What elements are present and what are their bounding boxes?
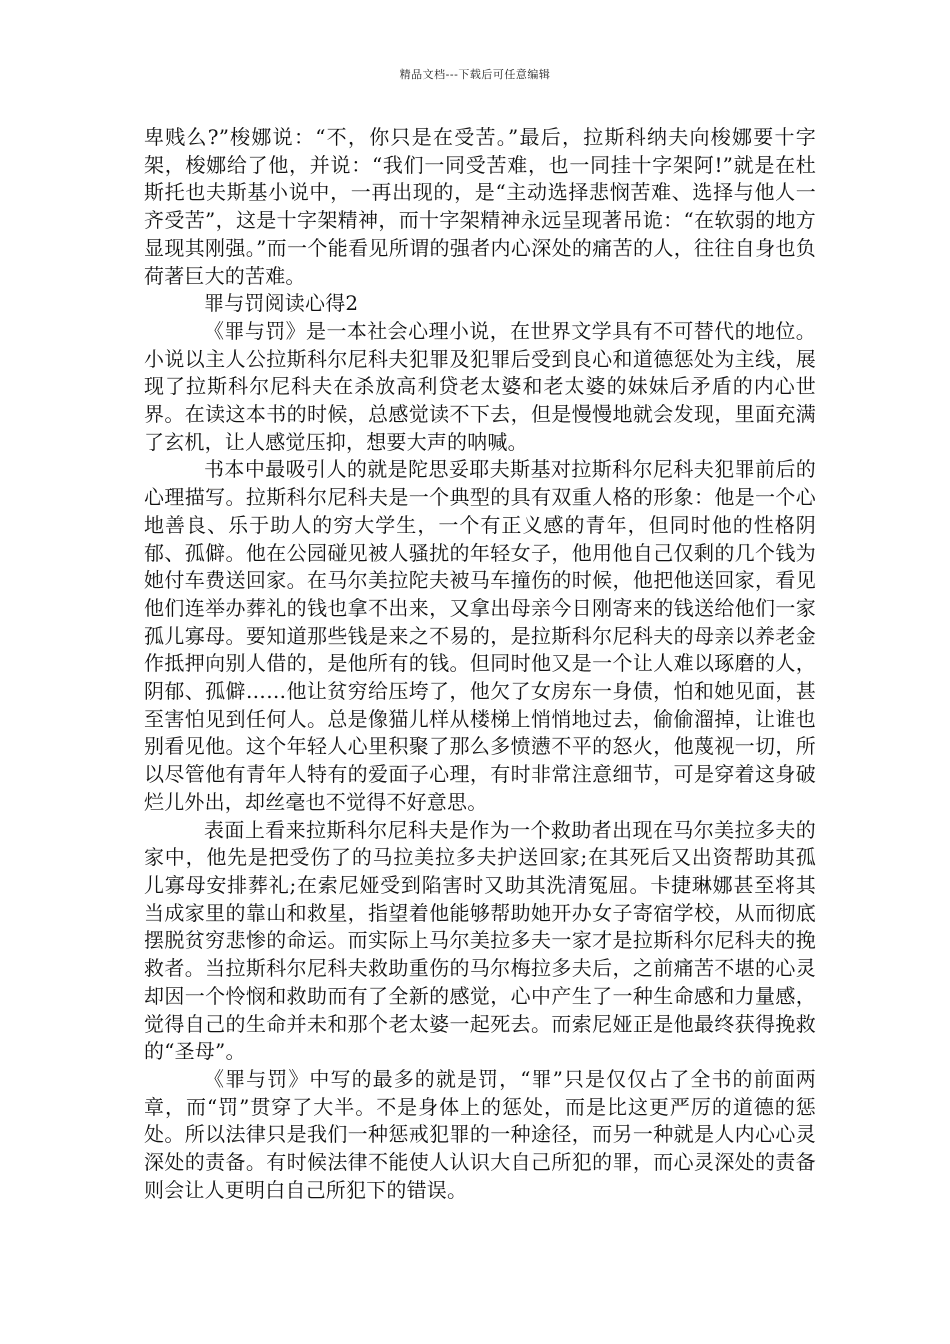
- paragraph-punishment: 《罪与罚》中写的最多的就是罚，“罪”只是仅仅占了全书的前面两章，而“罚”贯穿了大半。不是身体上的惩处，而是比这更严厉的道德的惩处。所以法律只是我们一种惩戒犯罪的一种途径，而另一种就是人内心心灵深处的责备。有时候法律不能使人认识大自己所犯的罪，而心灵深处的责备则会让人更明白自己所犯下的错误。: [144, 1066, 816, 1202]
- document-body: [144, 124, 816, 1204]
- section-heading: 罪与罚阅读心得2: [204, 291, 359, 316]
- paragraph-intro: 《罪与罚》是一本社会心理小说，在世界文学具有不可替代的地位。小说以主人公拉斯科尔尼科夫犯罪及犯罪后受到良心和道德惩处为主线，展现了拉斯科尔尼科夫在杀放高利贷老太婆和老太婆的妹妹后矛盾的内心世界。在读这本书的时候，总感觉读不下去，但是慢慢地就会发现，里面充满了玄机，让人感觉压抑，想要大声的呐喊。: [144, 318, 816, 454]
- paragraph-psychology: 书本中最吸引人的就是陀思妥耶夫斯基对拉斯科尔尼科夫犯罪前后的心理描写。拉斯科尔尼科夫是一个典型的具有双重人格的形象：他是一个心地善良、乐于助人的穷大学生，一个有正义感的青年，但同时他的性格阴郁、孤僻。他在公园碰见被人骚扰的年轻女子，他用他自己仅剩的几个钱为她付车费送回家。在马尔美拉陀夫被马车撞伤的时候，他把他送回家，看见他们连举办葬礼的钱也拿不出来，又拿出母亲今日刚寄来的钱送给他们一家孤儿寡母。要知道那些钱是来之不易的，是拉斯科尔尼科夫的母亲以养老金作抵押向别人借的，是他所有的钱。但同时他又是一个让人难以琢磨的人，阴郁、孤僻……他让贫穷给压垮了，他欠了女房东一身债，怕和她见面，甚至害怕见到任何人。总是像猫儿样从楼梯上悄悄地过去，偷偷溜掉，让谁也别看见他。这个年轻人心里积聚了那么多愤懑不平的怒火，他蔑视一切，所以尽管他有青年人特有的爱面子心理，有时非常注意细节，可是穿着这身破烂儿外出，却丝毫也不觉得不好意思。: [144, 457, 816, 814]
- paragraph-rescuer: 表面上看来拉斯科尔尼科夫是作为一个救助者出现在马尔美拉多夫的家中，他先是把受伤了的马拉美拉多夫护送回家;在其死后又出资帮助其孤儿寡母安排葬礼;在索尼娅受到陷害时又助其洗清冤屈。卡捷琳娜甚至将其当成家里的靠山和救星，指望着他能够帮助她开办女子寄宿学校，从而彻底摆脱贫穷悲惨的命运。而实际上马尔美拉多夫一家才是拉斯科尔尼科夫的挽救者。当拉斯科尔尼科夫救助重伤的马尔梅拉多夫后，之前痛苦不堪的心灵却因一个怜悯和救助而有了全新的感觉，心中产生了一种生命感和力量感，觉得自己的生命并未和那个老太婆一起死去。而索尼娅正是他最终获得挽救的“圣母”。: [144, 817, 816, 1064]
- paragraph-continuation: 卑贱么?”梭娜说：“不，你只是在受苦。”最后，拉斯科纳夫向梭娜要十字架，梭娜给了他，并说：“我们一同受苦难，也一同挂十字架阿!”就是在杜斯托也夫斯基小说中，一再出现的，是“主动选择悲悯苦难、选择与他人一齐受苦”，这是十字架精神，而十字架精神永远呈现著吊诡：“在软弱的地方显现其刚强。”而一个能看见所谓的强者内心深处的痛苦的人，往往自身也负荷著巨大的苦难。: [144, 125, 816, 288]
- page-header: 精品文档---下载后可任意编辑: [399, 68, 551, 81]
